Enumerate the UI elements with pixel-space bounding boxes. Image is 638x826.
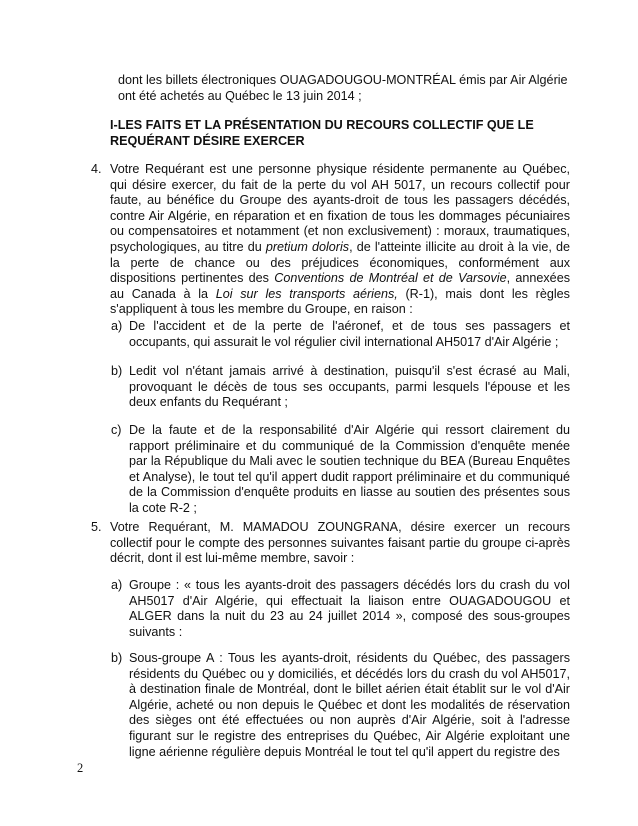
list-item-letter: c) xyxy=(111,423,122,437)
italic-term: pretium doloris xyxy=(265,239,350,254)
paragraph-text-segment: Votre Requérant est une personne physique résidente permanente au Québec, qui désire exercer, du fait de la perte du vol AH 5017, un recours collectif pour faute, au bénéfice du Groupe des ayants-droit de tous les passagers décédés, contre Air Algérie, en réparation et en fixation de tous les dommages pécuniaires ou compensatoires et notamment (et non exclusivement) : moraux, traumatiques, psychologiques, au titre du xyxy=(110,162,570,254)
intro-line: ont été achetés au Québec le 13 juin 2014 ; xyxy=(118,88,362,103)
italic-term: Conventions de Montréal et de Varsovie xyxy=(274,271,507,286)
paragraph-4-text xyxy=(110,162,570,318)
intro-fragment xyxy=(118,73,568,104)
page-number: 2 xyxy=(77,761,84,775)
section-heading-line: REQUÉRANT DÉSIRE EXERCER xyxy=(110,133,305,148)
list-item-text: Ledit vol n'étant jamais arrivé à destination, puisqu'il s'est écrasé au Mali, provoquant le décès de tous ses occupants, parmi lesquels l'épouse et les deux enfants du Requérant ; xyxy=(129,364,570,410)
list-item-text: De l'accident et de la perte de l'aéronef, et de tous ses passagers et occupants, qui assurait le vol régulier civil international AH5017 d'Air Algérie ; xyxy=(129,319,570,349)
list-item-letter: a) xyxy=(111,319,123,333)
section-heading-line: I-LES FAITS ET LA PRÉSENTATION DU RECOURS COLLECTIF QUE LE xyxy=(110,118,534,132)
paragraph-text-segment: , annexées au Canada à la xyxy=(110,271,570,301)
paragraph-text-segment: (R-1), mais dont les règles s'appliquent à tous les membre du Groupe, en raison : xyxy=(110,286,570,317)
paragraph-number: 4. xyxy=(91,162,102,176)
italic-term: Loi sur les transports aériens, xyxy=(215,286,398,301)
intro-line: dont les billets électroniques OUAGADOUGOU-MONTRÉAL émis par Air Algérie xyxy=(118,73,568,87)
list-item-letter: b) xyxy=(111,364,123,378)
paragraph-text-segment: , de l'atteinte illicite au droit à la vie, de la perte de chance ou des préjudices économiques, conformément aux dispositions pertinentes des xyxy=(110,239,570,286)
list-item-letter: b) xyxy=(111,651,123,665)
list-item-text: De la faute et de la responsabilité d'Air Algérie qui ressort clairement du rapport préliminaire et du communiqué de la Commission d'enquête menée par la République du Mali avec le soutien technique du BEA (Bureau Enquêtes et Analyse), le tout tel qu'il appert dudit rapport préliminaire et du communiqué de la Commission d'enquête produits en liasse au soutien des présentes sous la cote R-2 ; xyxy=(129,423,570,515)
paragraph-number: 5. xyxy=(91,520,102,534)
list-item-text: Sous-groupe A : Tous les ayants-droit, résidents du Québec, des passagers résidents du Québec ou y domiciliés, et décédés lors du crash du vol AH5017, à destination finale de Montréal, dont le billet aérien était établit sur le vol d'Air Algérie, acheté ou non depuis le Québec et dont les modalités de réservation des sièges ont été effectuées ou non auprès d'Air Algérie, soit à l'adresse figurant sur le registre des entreprises du Québec, Air Algérie exploitant une ligne aérienne régulière depuis Montréal le tout tel qu'il appert du registre des xyxy=(129,651,570,759)
paragraph-5-text: Votre Requérant, M. MAMADOU ZOUNGRANA, désire exercer un recours collectif pour le compte des personnes suivantes faisant partie du groupe ci-après décrit, dont il est lui-même membre, savoir : xyxy=(110,520,570,566)
list-item-letter: a) xyxy=(111,578,123,592)
section-heading xyxy=(110,118,570,149)
list-item-text: Groupe : « tous les ayants-droit des passagers décédés lors du crash du vol AH5017 d'Air Algérie, qui effectuait la liaison entre OUAGADOUGOU et ALGER dans la nuit du 23 au 24 juillet 2014 », composé des sous-groupes suivants : xyxy=(129,578,570,639)
